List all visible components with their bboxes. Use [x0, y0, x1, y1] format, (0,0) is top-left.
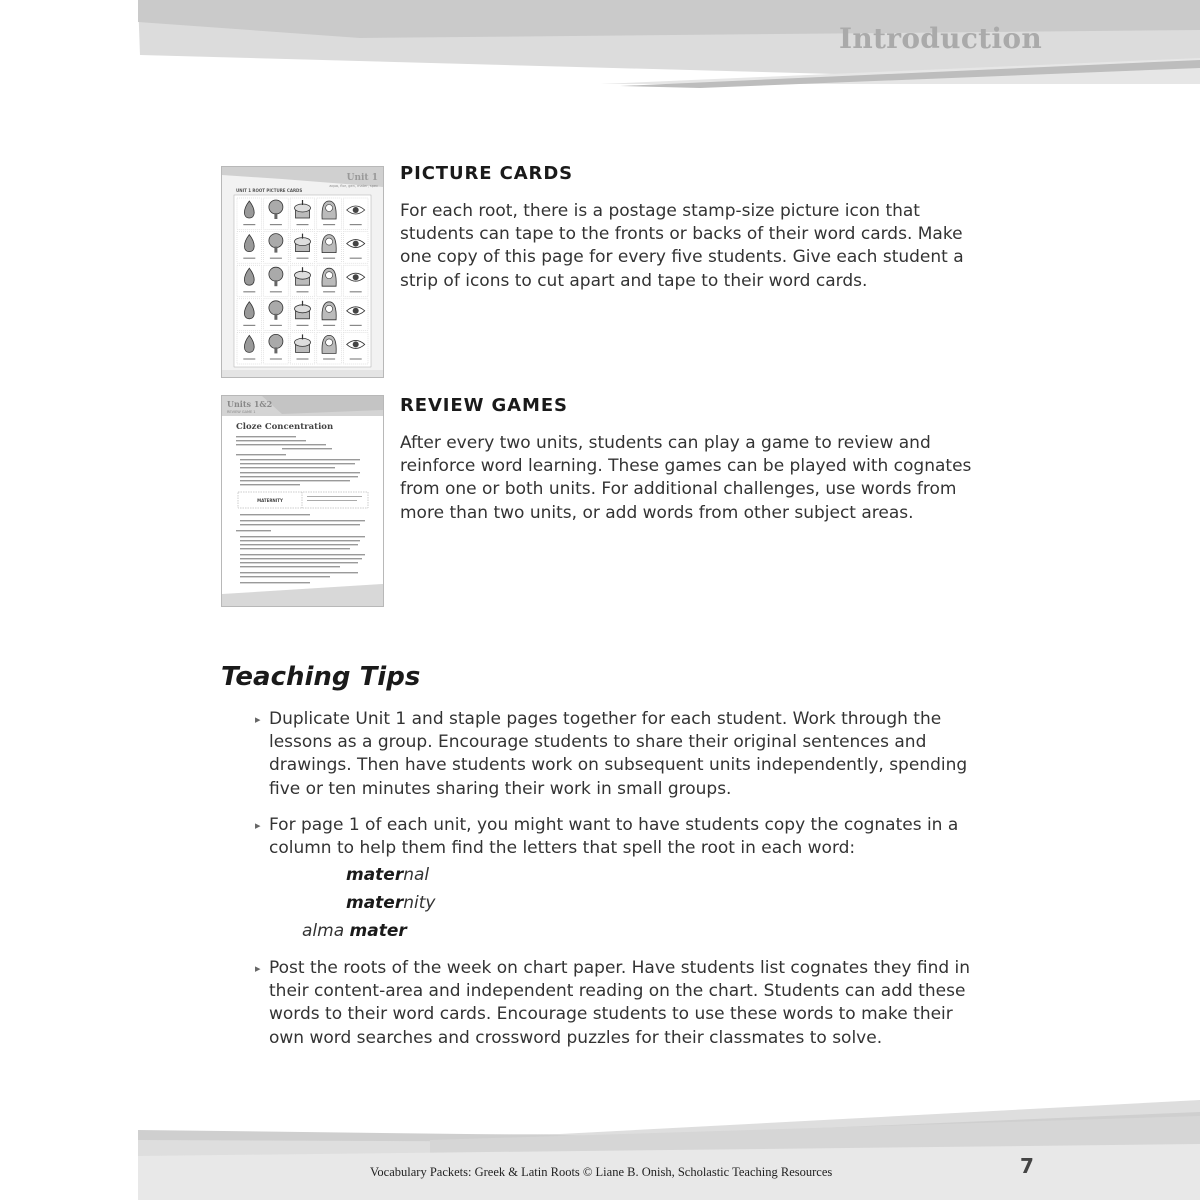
text-line [240, 582, 310, 583]
text-line [236, 454, 286, 455]
tip-item [255, 957, 985, 1050]
footer-credit: Vocabulary Packets: Greek & Latin Roots © Liane B. Onish, Scholastic Teaching Resources [370, 1165, 833, 1179]
cognate-root: mater [346, 893, 404, 913]
bullet-icon: ▸ [255, 962, 261, 975]
tip-item [255, 814, 985, 860]
picture-cards-body: For each root, there is a postage stamp-size picture icon that students can tape to the fronts or backs of their word cards. Make one copy of this page for every five students. Give each student a strip of icons to cut apart and tape to their word cards. [400, 201, 964, 291]
text-line [240, 548, 350, 549]
picture-cards-heading: PICTURE CARDS [400, 163, 574, 184]
tip-item [255, 708, 985, 801]
text-line [240, 572, 358, 573]
text-line [240, 463, 355, 464]
review-games-thumbnail [221, 395, 384, 607]
picture-cards-subtitle: aqua, flor, gen, mater, spec [329, 184, 378, 188]
footer-banner [0, 1100, 1200, 1200]
review-games-sample-word: MATERNITY [257, 498, 283, 503]
picture-cards-sheet-title: UNIT 1 ROOT PICTURE CARDS [236, 188, 303, 193]
picture-cards-thumbnail [221, 166, 384, 378]
cognate-prefix: alma [302, 921, 350, 941]
cognate-suffix: nal [403, 865, 430, 885]
cognate-suffix: nity [403, 893, 436, 913]
text-line [240, 576, 330, 577]
text-line [240, 536, 365, 537]
text-line [240, 524, 360, 525]
text-line [240, 558, 362, 559]
cognate-example [346, 892, 435, 914]
text-line [240, 544, 358, 545]
text-line [240, 484, 300, 485]
tip-text: For page 1 of each unit, you might want to have students copy the cognates in a column to help them find the letters that spell the root in each word: [269, 815, 959, 859]
review-games-body: After every two units, students can play a game to review and reinforce word learning. These games can be played with cognates from one or both units. For additional challenges, use words from more than two units, or add words from other subject areas. [400, 433, 972, 523]
text-line [236, 440, 306, 441]
teaching-tips-heading: Teaching Tips [221, 662, 421, 692]
text-line [240, 566, 340, 567]
text-line [240, 467, 335, 468]
cognate-root: mater [349, 921, 407, 941]
text-line [240, 554, 365, 555]
section-title: Introduction [838, 22, 1042, 55]
text-line [240, 472, 360, 473]
page-number: 7 [1020, 1154, 1034, 1178]
bullet-icon: ▸ [255, 819, 261, 832]
text-line [240, 562, 358, 563]
text-line [236, 444, 326, 445]
picture-cards-unit-label: Unit 1 [346, 173, 378, 183]
text-line [240, 476, 358, 477]
text-line [236, 436, 296, 437]
tip-text: Post the roots of the week on chart paper. Have students list cognates they find in their content-area and independent reading on the chart. Students can add these words to their word cards. Encourage students to use these words to make their own word searches and crossword puzzles for their classmates to solve. [269, 958, 971, 1048]
text-line [282, 448, 332, 449]
text-line [240, 459, 360, 460]
cognate-example [346, 864, 429, 886]
review-games-sheet-title: Cloze Concentration [236, 422, 334, 432]
text-line [240, 540, 360, 541]
text-line [240, 480, 350, 481]
text-line [240, 520, 365, 521]
cognate-root: mater [346, 865, 404, 885]
review-games-unit-label: Units 1&2 [227, 399, 273, 409]
tip-text: Duplicate Unit 1 and staple pages together for each student. Work through the lessons as a group. Encourage students to share their original sentences and drawings. Then have students work on subsequent units independently, spending five or ten minutes sharing their work in small groups. [269, 709, 968, 799]
text-line [236, 530, 271, 531]
review-games-subtitle: REVIEW GAME 1 [227, 410, 256, 414]
review-games-heading: REVIEW GAMES [400, 395, 568, 416]
text-line [240, 514, 310, 515]
cognate-example [302, 920, 407, 942]
bullet-icon: ▸ [255, 713, 261, 726]
